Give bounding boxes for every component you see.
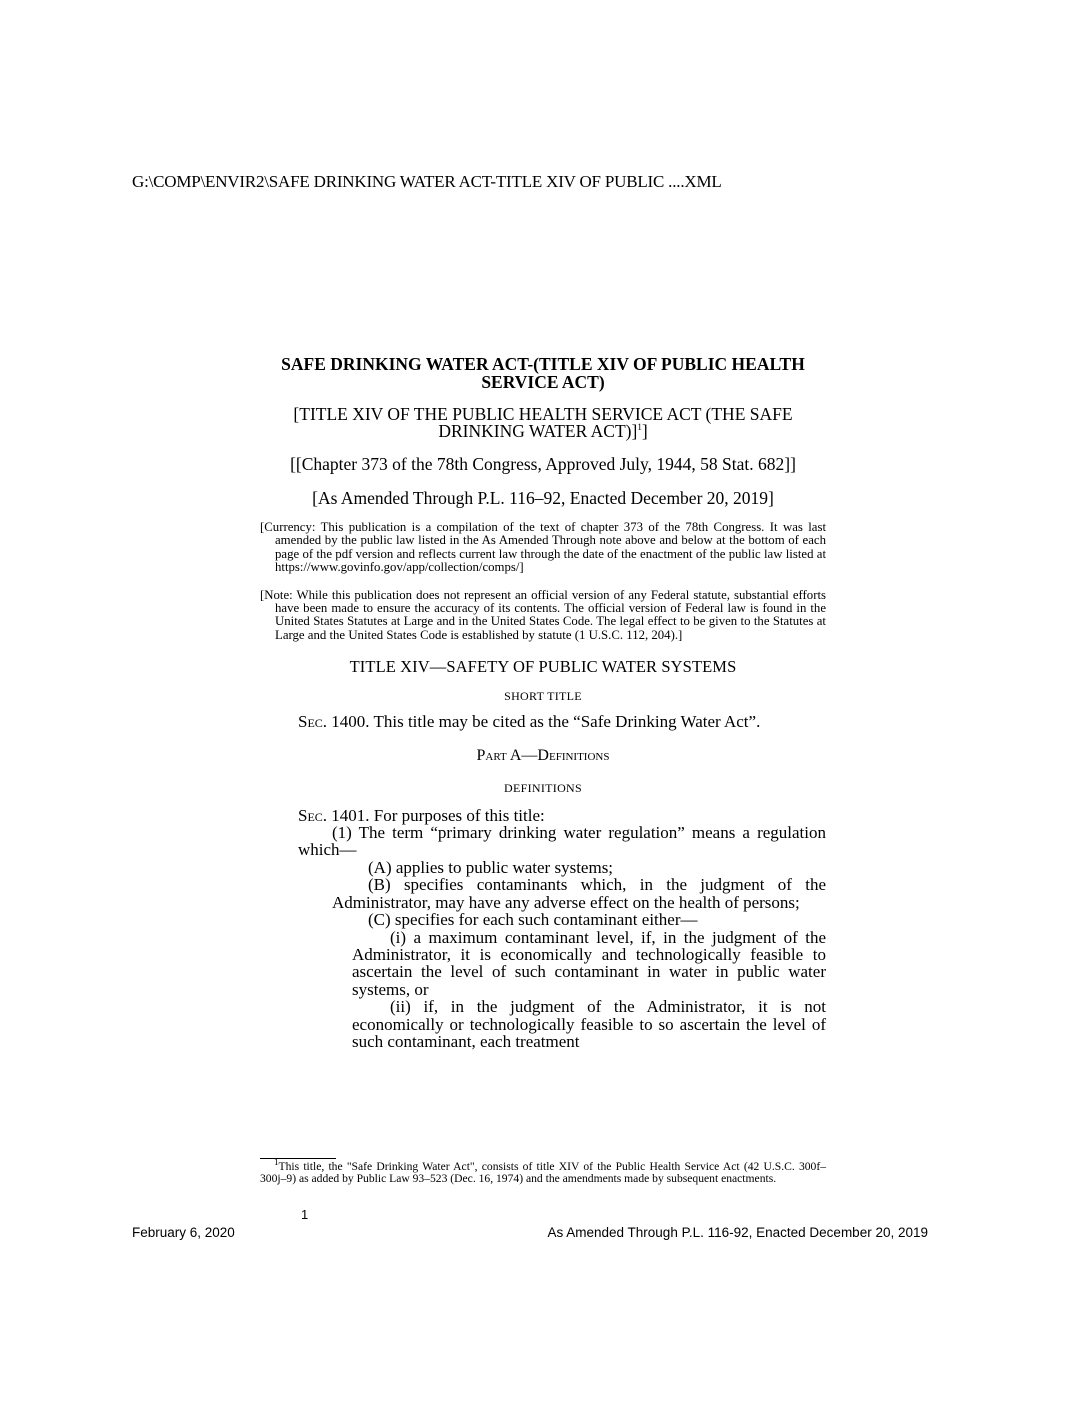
document-subtitle: [TITLE XIV OF THE PUBLIC HEALTH SERVICE ACT (THE SAFE DRINKING WATER ACT)]$^1$] bbox=[293, 404, 793, 441]
short-title-heading: SHORT TITLE bbox=[504, 689, 582, 704]
file-path-header: G:\COMP\ENVIR2\SAFE DRINKING WATER ACT-TITLE XIV OF PUBLIC ....XML bbox=[132, 172, 722, 191]
sec-text: 1400. This title may be cited as the “Safe Drinking Water Act”. bbox=[327, 712, 761, 732]
definition-i: (i) a maximum contaminant level, if, in the judgment of the Administrator, it is economically and technologically feasible to ascertain the level of such contaminant in water in public water systems, or bbox=[352, 927, 826, 999]
part-a-heading: Part A—Definitions bbox=[476, 746, 610, 764]
sec-text: 1401. For purposes of this title: bbox=[327, 805, 545, 825]
definition-A: (A) applies to public water systems; bbox=[368, 857, 614, 877]
section-1401 bbox=[260, 807, 826, 824]
footnote-text: This title, the "Safe Drinking Water Act", consists of title XIV of the Public Health Service Act (42 U.S.C. 300f–300j–9) as added by Public Law 93–523 (Dec. 16, 1974) and the amendments made by subsequent enactments. bbox=[260, 1160, 826, 1185]
definition-1: (1) The term “primary drinking water regulation” means a regulation which— bbox=[298, 823, 826, 860]
document-body bbox=[260, 355, 826, 1050]
chapter-line: [[Chapter 373 of the 78th Congress, Approved July, 1944, 58 Stat. 682]] bbox=[290, 454, 796, 474]
page-number: 1 bbox=[301, 1207, 309, 1222]
section-1400 bbox=[260, 713, 826, 730]
official-note: [Note: While this publication does not represent an official version of any Federal statute, substantial efforts have been made to ensure the accuracy of its contents. The official version of Federal law is found in the United States Statutes at Large and in the United States Code. The legal effect to be given to the Statutes at Large and the United States Code is established by statute (1 U.S.C. 112, 204).] bbox=[260, 587, 826, 642]
footer-date: February 6, 2020 bbox=[132, 1225, 235, 1240]
footnote bbox=[260, 1157, 826, 1185]
subtitle-text: [TITLE XIV OF THE PUBLIC HEALTH SERVICE ACT (THE SAFE DRINKING WATER ACT)] bbox=[293, 404, 793, 441]
footnote-mark: 1 bbox=[274, 1157, 279, 1168]
definition-B: (B) specifies contaminants which, in the judgment of the Administrator, may have any adverse effect on the health of persons; bbox=[332, 875, 826, 912]
sec-label: Sec. bbox=[298, 805, 328, 825]
document-title: SAFE DRINKING WATER ACT-(TITLE XIV OF PUBLIC HEALTH SERVICE ACT) bbox=[281, 354, 805, 392]
sec-label: Sec. bbox=[298, 712, 328, 732]
currency-note: [Currency: This publication is a compilation of the text of chapter 373 of the 78th Congress. It was last amended by the public law listed in the As Amended Through note above and below at the bottom of each page of the pdf version and reflects current law through the date of the enactment of the public law listed at https://www.govinfo.gov/app/collection/comps/] bbox=[260, 520, 826, 575]
footnote-ref: 1 bbox=[637, 422, 642, 433]
footnote-divider bbox=[260, 1158, 336, 1159]
definition-C: (C) specifies for each such contaminant either— bbox=[368, 910, 698, 930]
definition-ii: (ii) if, in the judgment of the Administrator, it is not economically or technologically feasible to so ascertain the level of such contaminant, each treatment bbox=[352, 997, 826, 1051]
amended-line: [As Amended Through P.L. 116–92, Enacted December 20, 2019] bbox=[312, 488, 774, 508]
title-xiv-heading: TITLE XIV—SAFETY OF PUBLIC WATER SYSTEMS bbox=[349, 657, 737, 677]
footer-amended: As Amended Through P.L. 116-92, Enacted December 20, 2019 bbox=[547, 1225, 928, 1240]
definitions-heading: DEFINITIONS bbox=[504, 780, 582, 795]
